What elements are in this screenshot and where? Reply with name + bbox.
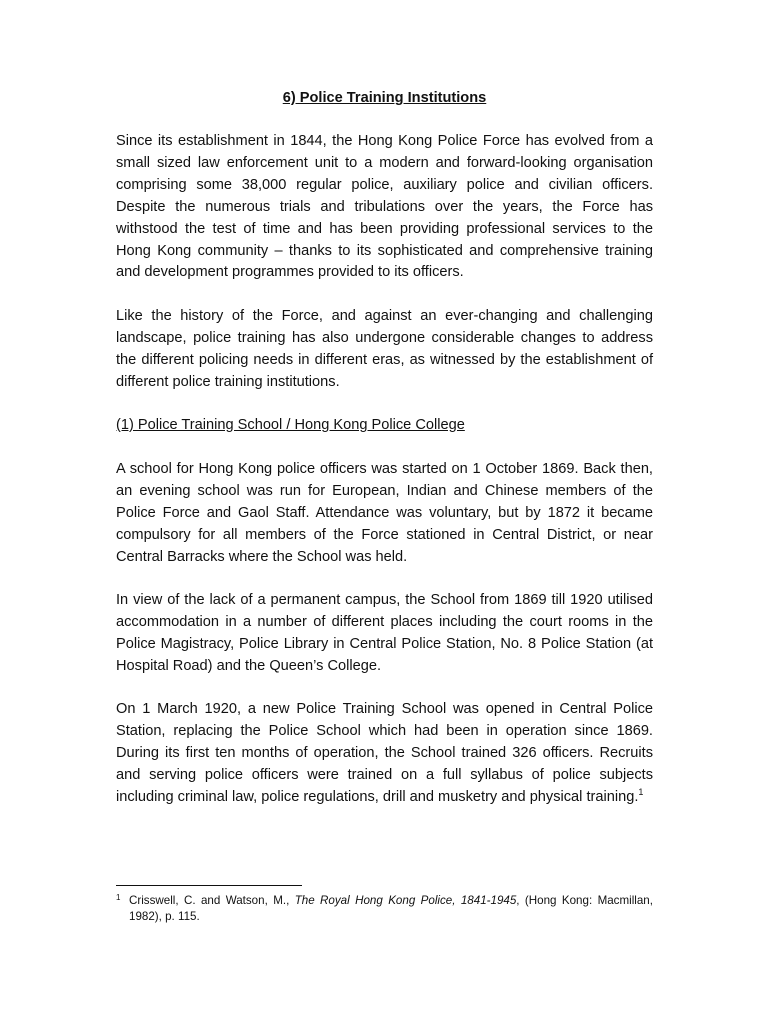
footnote-text	[116, 893, 653, 925]
intro-paragraph-2: Like the history of the Force, and against an ever-changing and challenging landscape, police training has also undergone considerable changes to address the different policing needs in different eras, as witnessed by the establishment of different police training institutions.	[116, 308, 653, 390]
footnote-publication: , (Hong Kong: Macmillan, 1982), p. 115.	[129, 894, 653, 923]
footnote-marker: 1	[116, 893, 121, 902]
footnote-divider	[116, 885, 302, 886]
page-title: 6) Police Training Institutions	[282, 90, 487, 106]
section-paragraph-1: A school for Hong Kong police officers was started on 1 October 1869. Back then, an evening school was run for European, Indian and Chinese members of the Police Force and Gaol Staff. Attendance was voluntary, but by 1872 it became compulsory for all members of the Force stationed in Central District, or near Central Barracks where the School was held.	[116, 461, 653, 565]
footnote-authors: Crisswell, C. and Watson, M.,	[129, 894, 290, 907]
footnote-book-title: The Royal Hong Kong Police, 1841-1945	[294, 894, 517, 907]
intro-paragraph-1: Since its establishment in 1844, the Hong Kong Police Force has evolved from a small sized law enforcement unit to a modern and forward-looking organisation comprising some 38,000 regular police, auxiliary police and civilian officers. Despite the numerous trials and tribulations over the years, the Force has withstood the test of time and has been providing professional services to the Hong Kong community – thanks to its sophisticated and comprehensive training and development programmes provided to its officers.	[116, 133, 653, 281]
footnote-reference: 1	[638, 786, 644, 797]
footnote	[116, 893, 653, 925]
section-paragraph-3	[116, 699, 653, 809]
section-paragraph-3-text: On 1 March 1920, a new Police Training School was opened in Central Police Station, replacing the Police School which had been in operation since 1869. During its first ten months of operation, the School trained 326 officers. Recruits and serving police officers were trained on a full syllabus of police subjects including criminal law, police regulations, drill and musketry and physical training.	[116, 701, 653, 805]
section-heading: (1) Police Training School / Hong Kong Police College	[116, 417, 465, 433]
section-paragraph-2: In view of the lack of a permanent campus, the School from 1869 till 1920 utilised accommodation in a number of different places including the court rooms in the Police Magistracy, Police Library in Central Police Station, No. 8 Police Station (at Hospital Road) and the Queen’s College.	[116, 592, 653, 674]
document-page	[116, 0, 653, 1024]
